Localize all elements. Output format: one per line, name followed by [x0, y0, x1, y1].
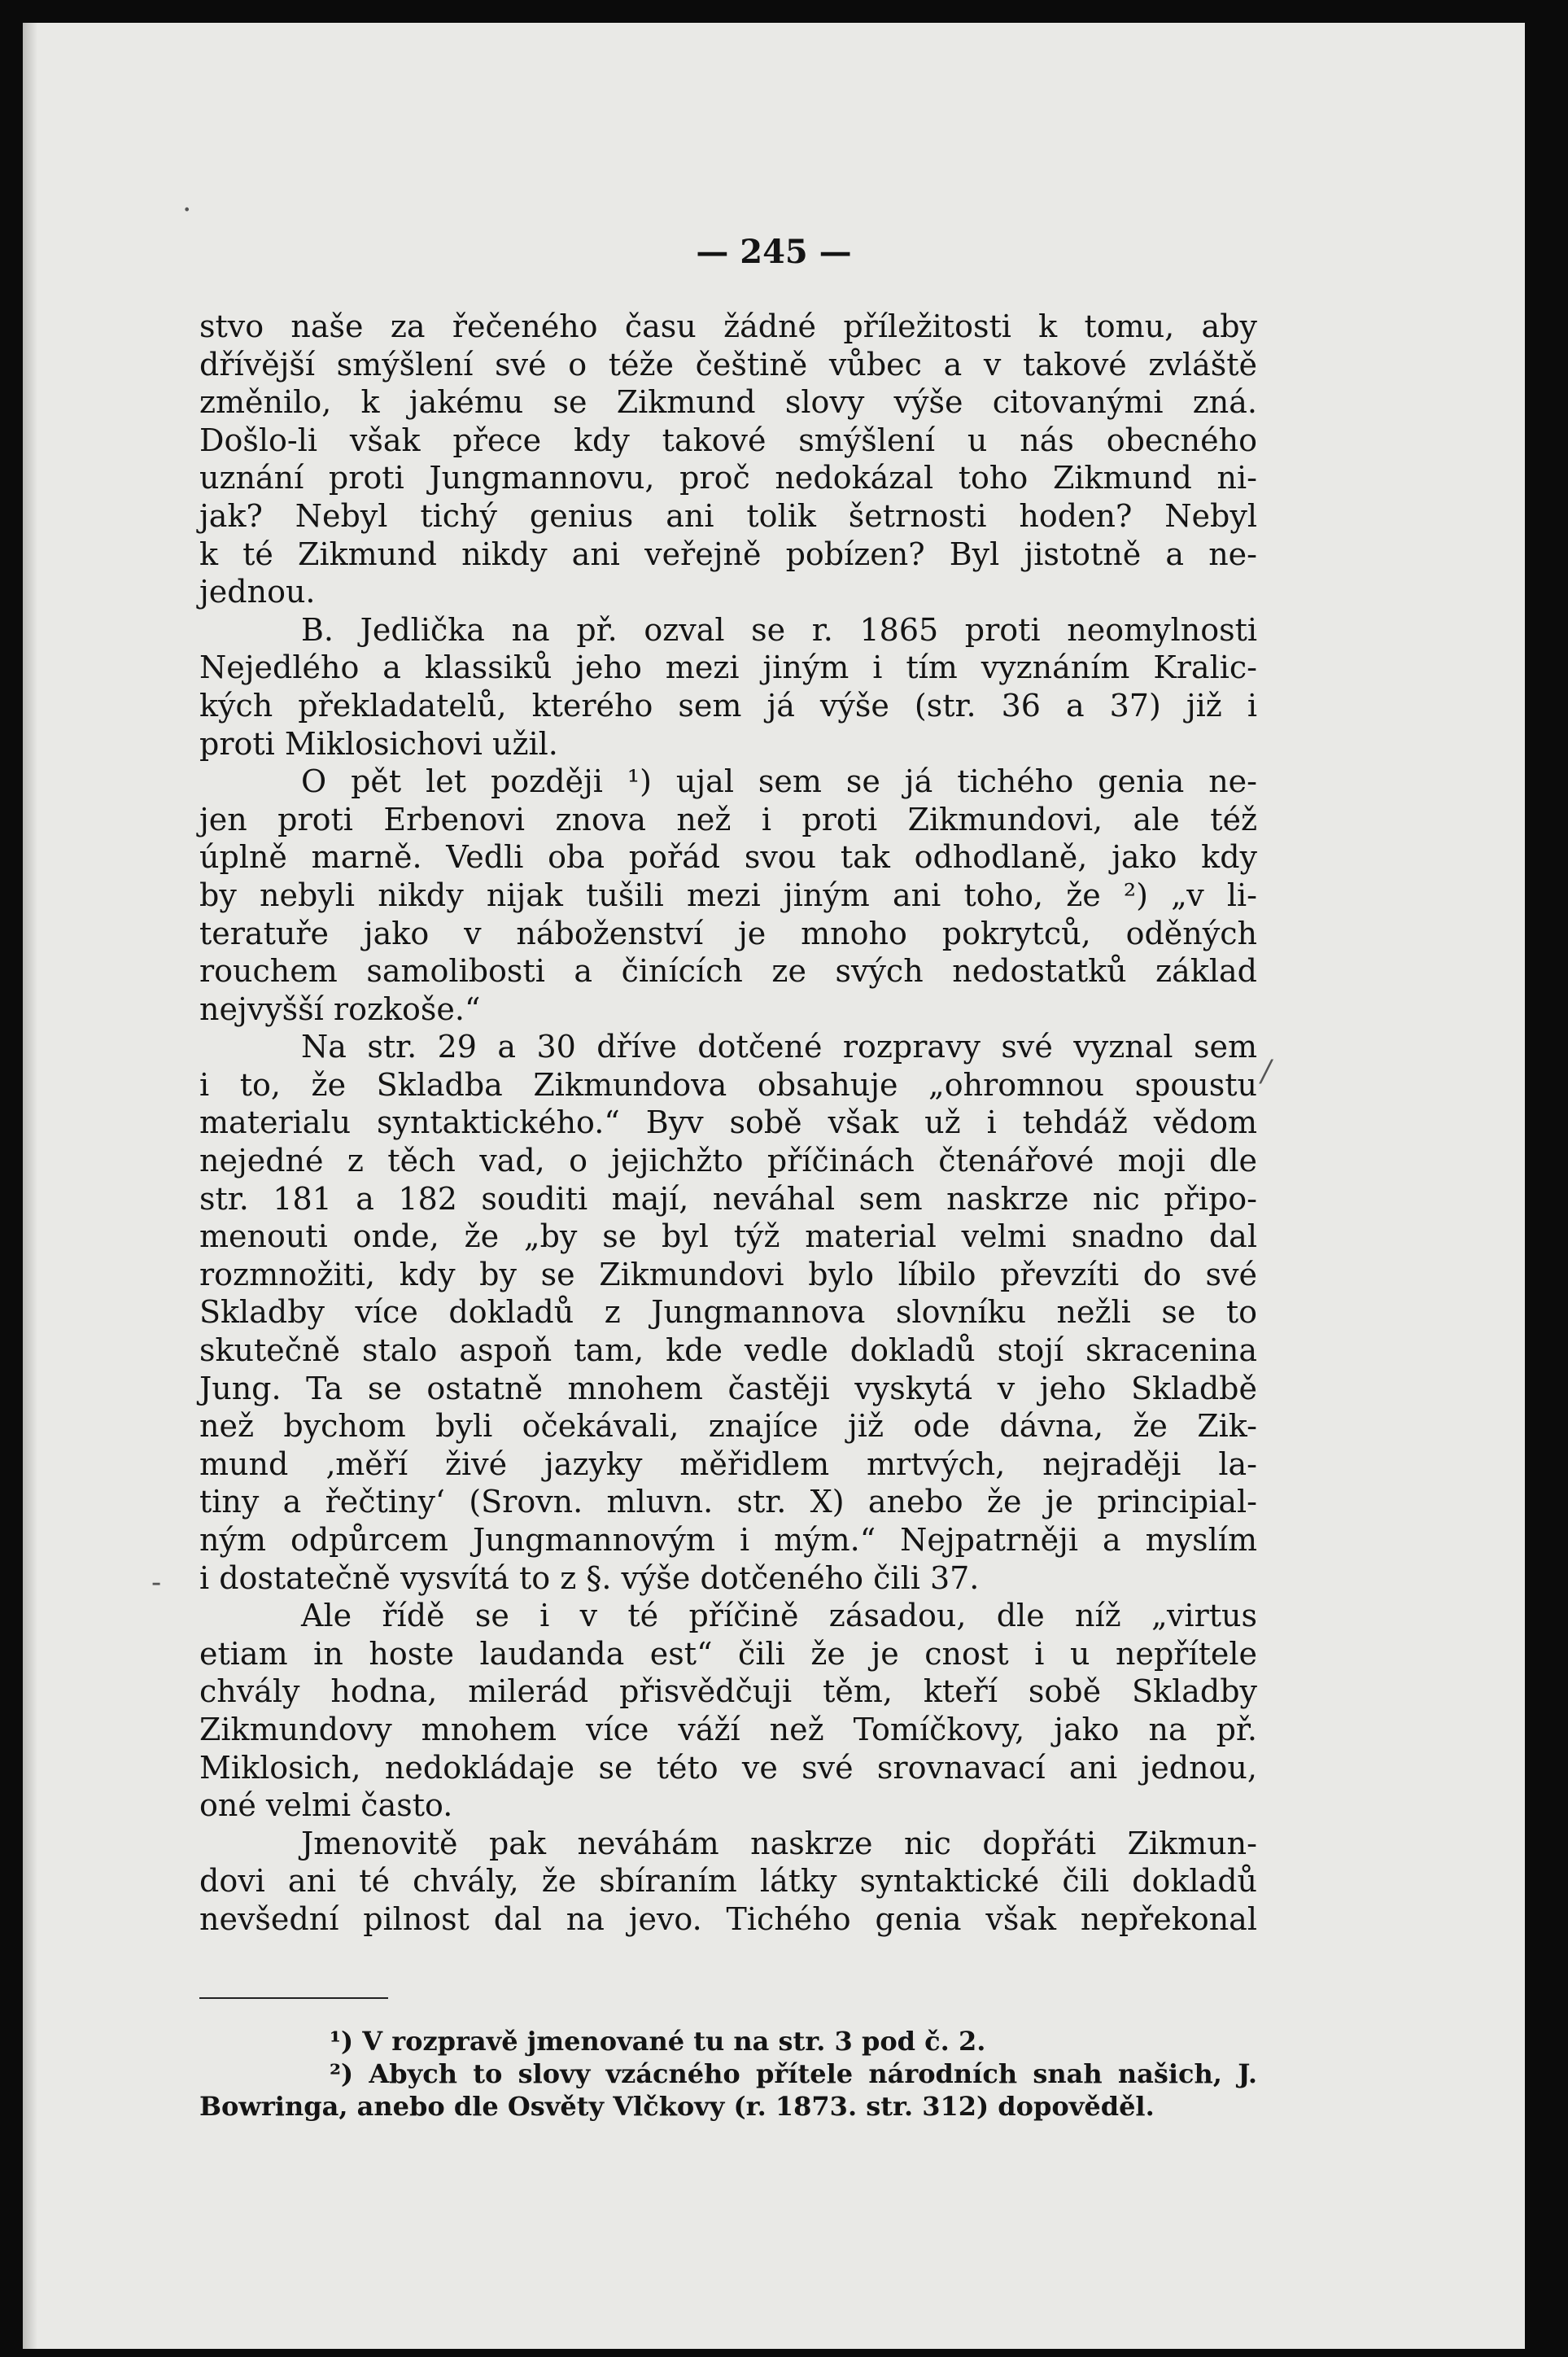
text-line: tiny a řečtiny‘ (Srovn. mluvn. str. X) anebo že je principial- — [199, 1484, 1257, 1520]
book-page — [23, 23, 1525, 2349]
text-line: uznání proti Jungmannovu, proč nedokázal toho Zikmund ni- — [199, 460, 1257, 496]
text-line: rouchem samolibosti a činících ze svých nedostatků základ — [199, 953, 1257, 990]
text-line: úplně marně. Vedli oba pořád svou tak odhodlaně, jako kdy — [199, 839, 1257, 876]
text-line: Jmenovitě pak neváhám naskrze nic dopřáti Zikmun- — [301, 1825, 1257, 1861]
text-line: než bychom byli očekávali, znajíce již ode dávna, že Zik- — [199, 1408, 1257, 1445]
text-line: jak? Nebyl tichý genius ani tolik šetrnosti hoden? Nebyl — [199, 497, 1257, 534]
body-text — [199, 308, 1257, 1939]
text-line: teratuře jako v náboženství je mnoho pokrytců, oděných — [199, 915, 1257, 951]
text-line: mund ‚měří živé jazyky měřidlem mrtvých, nejraději la- — [199, 1445, 1257, 1482]
text-line: Došlo-li však přece kdy takové smýšlení u nás obecného — [199, 422, 1257, 458]
text-line: etiam in hoste laudanda est“ čili že je cnost i u nepřítele — [199, 1635, 1257, 1672]
text-line: menouti onde, že „by se byl týž material velmi snadno dal — [199, 1218, 1257, 1255]
footnote-line: ¹) V rozpravě jmenované tu na str. 3 pod č. 2. — [330, 2026, 986, 2057]
margin-dash-mark: - — [151, 1566, 162, 1599]
text-line: nejedné z těch vad, o jejichžto příčinách čtenářové moji dle — [199, 1143, 1257, 1179]
text-line: O pět let později ¹) ujal sem se já tichého genia ne- — [301, 763, 1257, 800]
footnote-line: ²) Abych to slovy vzácného přítele národních snah našich, J. — [330, 2058, 1257, 2089]
text-line: rozmnožiti, kdy by se Zikmundovi bylo líbilo převzíti do své — [199, 1256, 1257, 1292]
text-line: i to, že Skladba Zikmundova obsahuje „ohromnou spoustu — [199, 1066, 1257, 1103]
text-line: Ale řídě se i v té příčině zásadou, dle níž „virtus — [301, 1598, 1257, 1634]
margin-speck: · — [182, 194, 192, 227]
text-line: kých překladatelů, kterého sem já výše (str. 36 a 37) již i — [199, 687, 1257, 724]
text-line: ným odpůrcem Jungmannovým i mým.“ Nejpatrněji a myslím — [199, 1522, 1257, 1558]
text-line: skutečně stalo aspoň tam, kde vedle dokladů stojí skracenina — [199, 1332, 1257, 1369]
footnotes — [199, 2025, 1257, 2123]
footnote-divider — [199, 1997, 388, 1999]
text-line: jen proti Erbenovi znova než i proti Zikmundovi, ale též — [199, 801, 1257, 837]
text-line: proti Miklosichovi užil. — [199, 725, 558, 762]
text-line: nevšední pilnost dal na jevo. Tichého genia však nepřekonal — [199, 1900, 1257, 1937]
text-line: nejvyšší rozkoše.“ — [199, 990, 481, 1027]
text-line: Jung. Ta se ostatně mnohem častěji vyskytá v jeho Skladbě — [199, 1370, 1257, 1406]
text-line: Skladby více dokladů z Jungmannova slovníku nežli se to — [199, 1294, 1257, 1331]
text-line: dřívější smýšlení své o téže češtině vůbec a v takové zvláště — [199, 346, 1257, 383]
text-line: oné velmi často. — [199, 1787, 453, 1824]
text-line: stvo naše za řečeného času žádné příležitosti k tomu, aby — [199, 308, 1257, 344]
text-line: dovi ani té chvály, že sbíraním látky syntaktické čili dokladů — [199, 1863, 1257, 1900]
page-edge-shadow — [23, 23, 37, 2349]
text-line: Na str. 29 a 30 dříve dotčené rozpravy své vyznal sem — [301, 1029, 1257, 1065]
text-line: jednou. — [199, 574, 316, 610]
text-line: str. 181 a 182 souditi mají, neváhal sem naskrze nic připo- — [199, 1180, 1257, 1217]
text-line: Miklosich, nedokládaje se této ve své srovnavací ani jednou, — [199, 1749, 1257, 1786]
text-line: i dostatečně vysvítá to z §. výše dotčeného čili 37. — [199, 1559, 980, 1596]
text-line: Nejedlého a klassiků jeho mezi jiným i tím vyznáním Kralic- — [199, 649, 1257, 686]
text-line: k té Zikmund nikdy ani veřejně pobízen? Byl jistotně a ne- — [199, 536, 1257, 572]
margin-pencil-mark: / — [1261, 1055, 1272, 1088]
text-line: by nebyli nikdy nijak tušili mezi jiným ani toho, že ²) „v li- — [199, 877, 1257, 913]
text-line: Zikmundovy mnohem více váží než Tomíčkovy, jako na př. — [199, 1711, 1257, 1747]
text-line: chvály hodna, milerád přisvědčuji těm, kteří sobě Skladby — [199, 1673, 1257, 1710]
text-line: B. Jedlička na př. ozval se r. 1865 proti neomylnosti — [301, 611, 1257, 648]
footnote-line: Bowringa, anebo dle Osvěty Vlčkovy (r. 1873. str. 312) dopověděl. — [199, 2091, 1155, 2122]
text-line: změnilo, k jakému se Zikmund slovy výše citovanými zná. — [199, 384, 1257, 421]
text-line: materialu syntaktického.“ Byv sobě však už i tehdáž vědom — [199, 1104, 1257, 1141]
page-number: — 245 — — [696, 233, 852, 271]
